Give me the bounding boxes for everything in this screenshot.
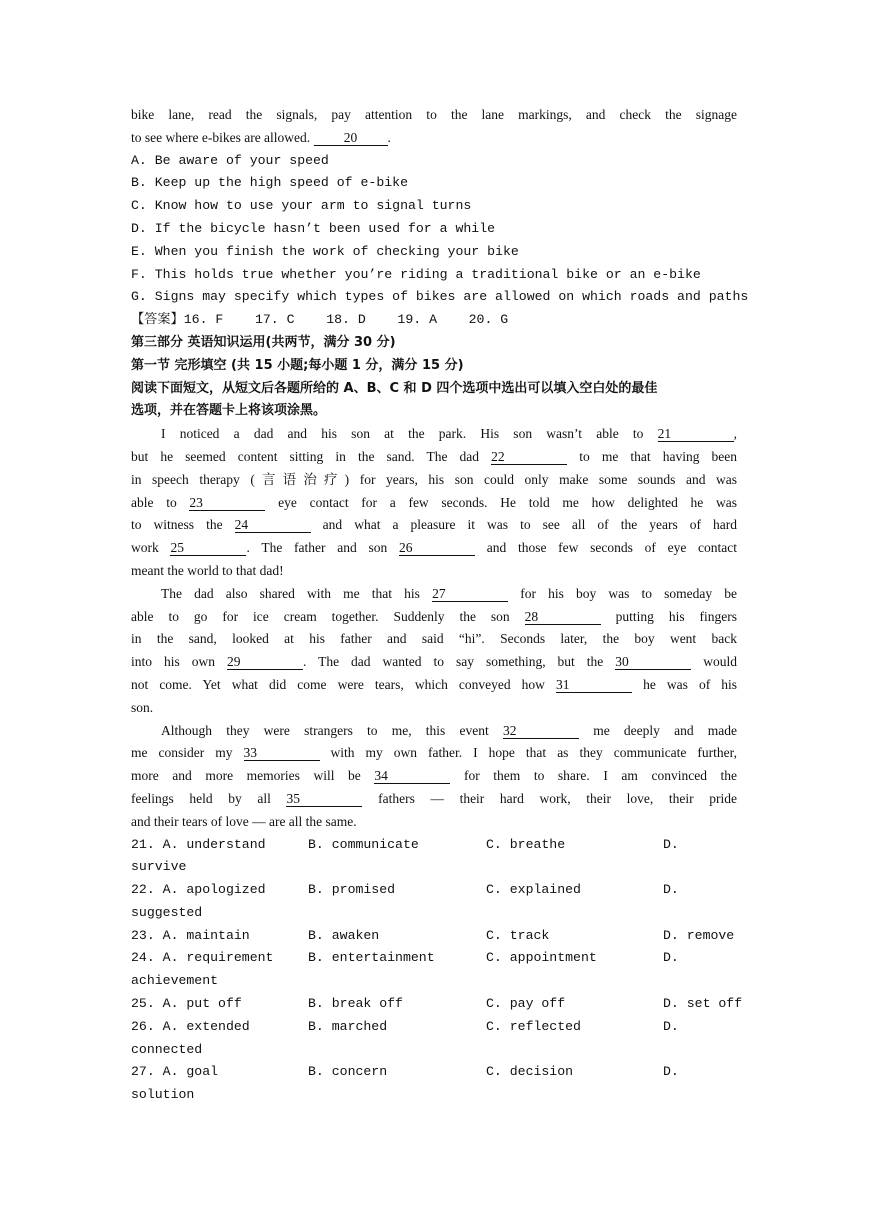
blank-27: 27 <box>432 586 508 602</box>
passage-line: able to 23 eye contact for a few seconds. He told me how delighted he was <box>131 494 737 510</box>
blank-31: 31 <box>556 677 632 693</box>
blank-34: 34 <box>374 768 450 784</box>
passage-line: meant the world to that dad! <box>131 562 284 578</box>
option-item: D. If the bicycle hasn’t been used for a while <box>131 220 496 236</box>
blank-22: 22 <box>491 449 567 465</box>
blank-35: 35 <box>286 791 362 807</box>
option-item: F. This holds true whether you’re riding a traditional bike or an e-bike <box>131 266 701 282</box>
passage-paragraph-3 <box>131 720 737 834</box>
passage-paragraph-2 <box>131 583 737 720</box>
section1-title: 第一节 完形填空 (共 15 小题;每小题 1 分，满分 15 分) <box>131 357 464 373</box>
blank-26: 26 <box>399 540 475 556</box>
part3-title: 第三部分 英语知识运用(共两节，满分 30 分) <box>131 334 396 350</box>
blank-21: 21 <box>658 426 734 442</box>
blank-20: 20 <box>314 130 388 146</box>
option-item: A. Be aware of your speed <box>131 152 329 168</box>
option-item: E. When you finish the work of checking your bike <box>131 243 519 259</box>
passage-line: The dad also shared with me that his 27 for his boy was to someday be <box>161 585 737 601</box>
question-row-25: 25. A. put off B. break off C. pay off D. set off <box>131 996 743 1012</box>
passage-line: in speech therapy (言语治疗) for years, his son could only make some sounds and was <box>131 471 737 487</box>
blank-30: 30 <box>615 654 691 670</box>
passage-line: and their tears of love — are all the same. <box>131 813 357 829</box>
intro-line-2: to see where e-bikes are allowed. 20 . <box>131 129 391 145</box>
question-wrap: suggested <box>131 904 203 920</box>
question-row-24: 24. A. requirement B. entertainment C. appointment D. <box>131 950 679 966</box>
question-row-22: 22. A. apologized B. promised C. explained D. <box>131 882 679 898</box>
question-wrap: connected <box>131 1041 203 1057</box>
blank-23: 23 <box>189 495 265 511</box>
question-row-21: 21. A. understand B. communicate C. breathe D. <box>131 836 679 852</box>
blank-32: 32 <box>503 723 579 739</box>
passage-line: son. <box>131 699 154 715</box>
instruction-line-1: 阅读下面短文，从短文后各题所给的 A、B、C 和 D 四个选项中选出可以填入空白处的最佳 <box>131 380 658 396</box>
document-page <box>131 104 749 1107</box>
passage-line: not come. Yet what did come were tears, which conveyed how 31 he was of his <box>131 676 738 692</box>
question-row-23: 23. A. maintain B. awaken C. track D. remove <box>131 927 735 943</box>
question-wrap: achievement <box>131 973 219 989</box>
passage-paragraph-1 <box>131 423 737 583</box>
passage-line: work 25 . The father and son 26 and those few seconds of eye contact <box>131 540 738 556</box>
blank-28: 28 <box>525 609 601 625</box>
intro-line-1: bike lane, read the signals, pay attention to the lane markings, and check the signage <box>131 107 737 122</box>
question-row-27: 27. A. goal B. concern C. decision D. <box>131 1064 679 1080</box>
passage-line: but he seemed content sitting in the sand. The dad 22 to me that having been <box>131 448 738 464</box>
options-16-20 <box>131 150 749 310</box>
option-item: C. Know how to use your arm to signal turns <box>131 198 472 214</box>
passage-line: I noticed a dad and his son at the park. His son wasn’t able to 21 , <box>161 426 738 442</box>
blank-25: 25 <box>170 540 246 556</box>
instruction-line-2: 选项，并在答题卡上将该项涂黑。 <box>131 403 327 419</box>
answer-line: 【答案】16. F 17. C 18. D 19. A 20. G <box>131 312 509 328</box>
passage-line: me consider my 33 with my own father. I hope that as they communicate further, <box>131 745 737 761</box>
blank-29: 29 <box>227 654 303 670</box>
option-item: B. Keep up the high speed of e-bike <box>131 175 408 191</box>
blank-24: 24 <box>235 517 311 533</box>
question-row-26: 26. A. extended B. marched C. reflected D. <box>131 1018 679 1034</box>
question-wrap: solution <box>131 1087 195 1103</box>
blank-33: 33 <box>244 745 320 761</box>
option-item: G. Signs may specify which types of bikes are allowed on which roads and paths <box>131 289 749 305</box>
passage-line: in the sand, looked at his father and said “hi”. Seconds later, the boy went back <box>131 631 737 647</box>
passage-line: into his own 29 . The dad wanted to say something, but the 30 would <box>131 654 738 670</box>
passage-line: feelings held by all 35 fathers — their hard work, their love, their pride <box>131 790 737 806</box>
question-wrap: survive <box>131 859 187 875</box>
question-options <box>131 834 743 1108</box>
passage-line: to witness the 24 and what a pleasure it was to see all of the years of hard <box>131 517 738 533</box>
passage-line: able to go for ice cream together. Suddenly the son 28 putting his fingers <box>131 608 738 624</box>
passage-line: more and more memories will be 34 for them to share. I am convinced the <box>131 768 738 784</box>
passage-line: Although they were strangers to me, this event 32 me deeply and made <box>161 722 738 738</box>
